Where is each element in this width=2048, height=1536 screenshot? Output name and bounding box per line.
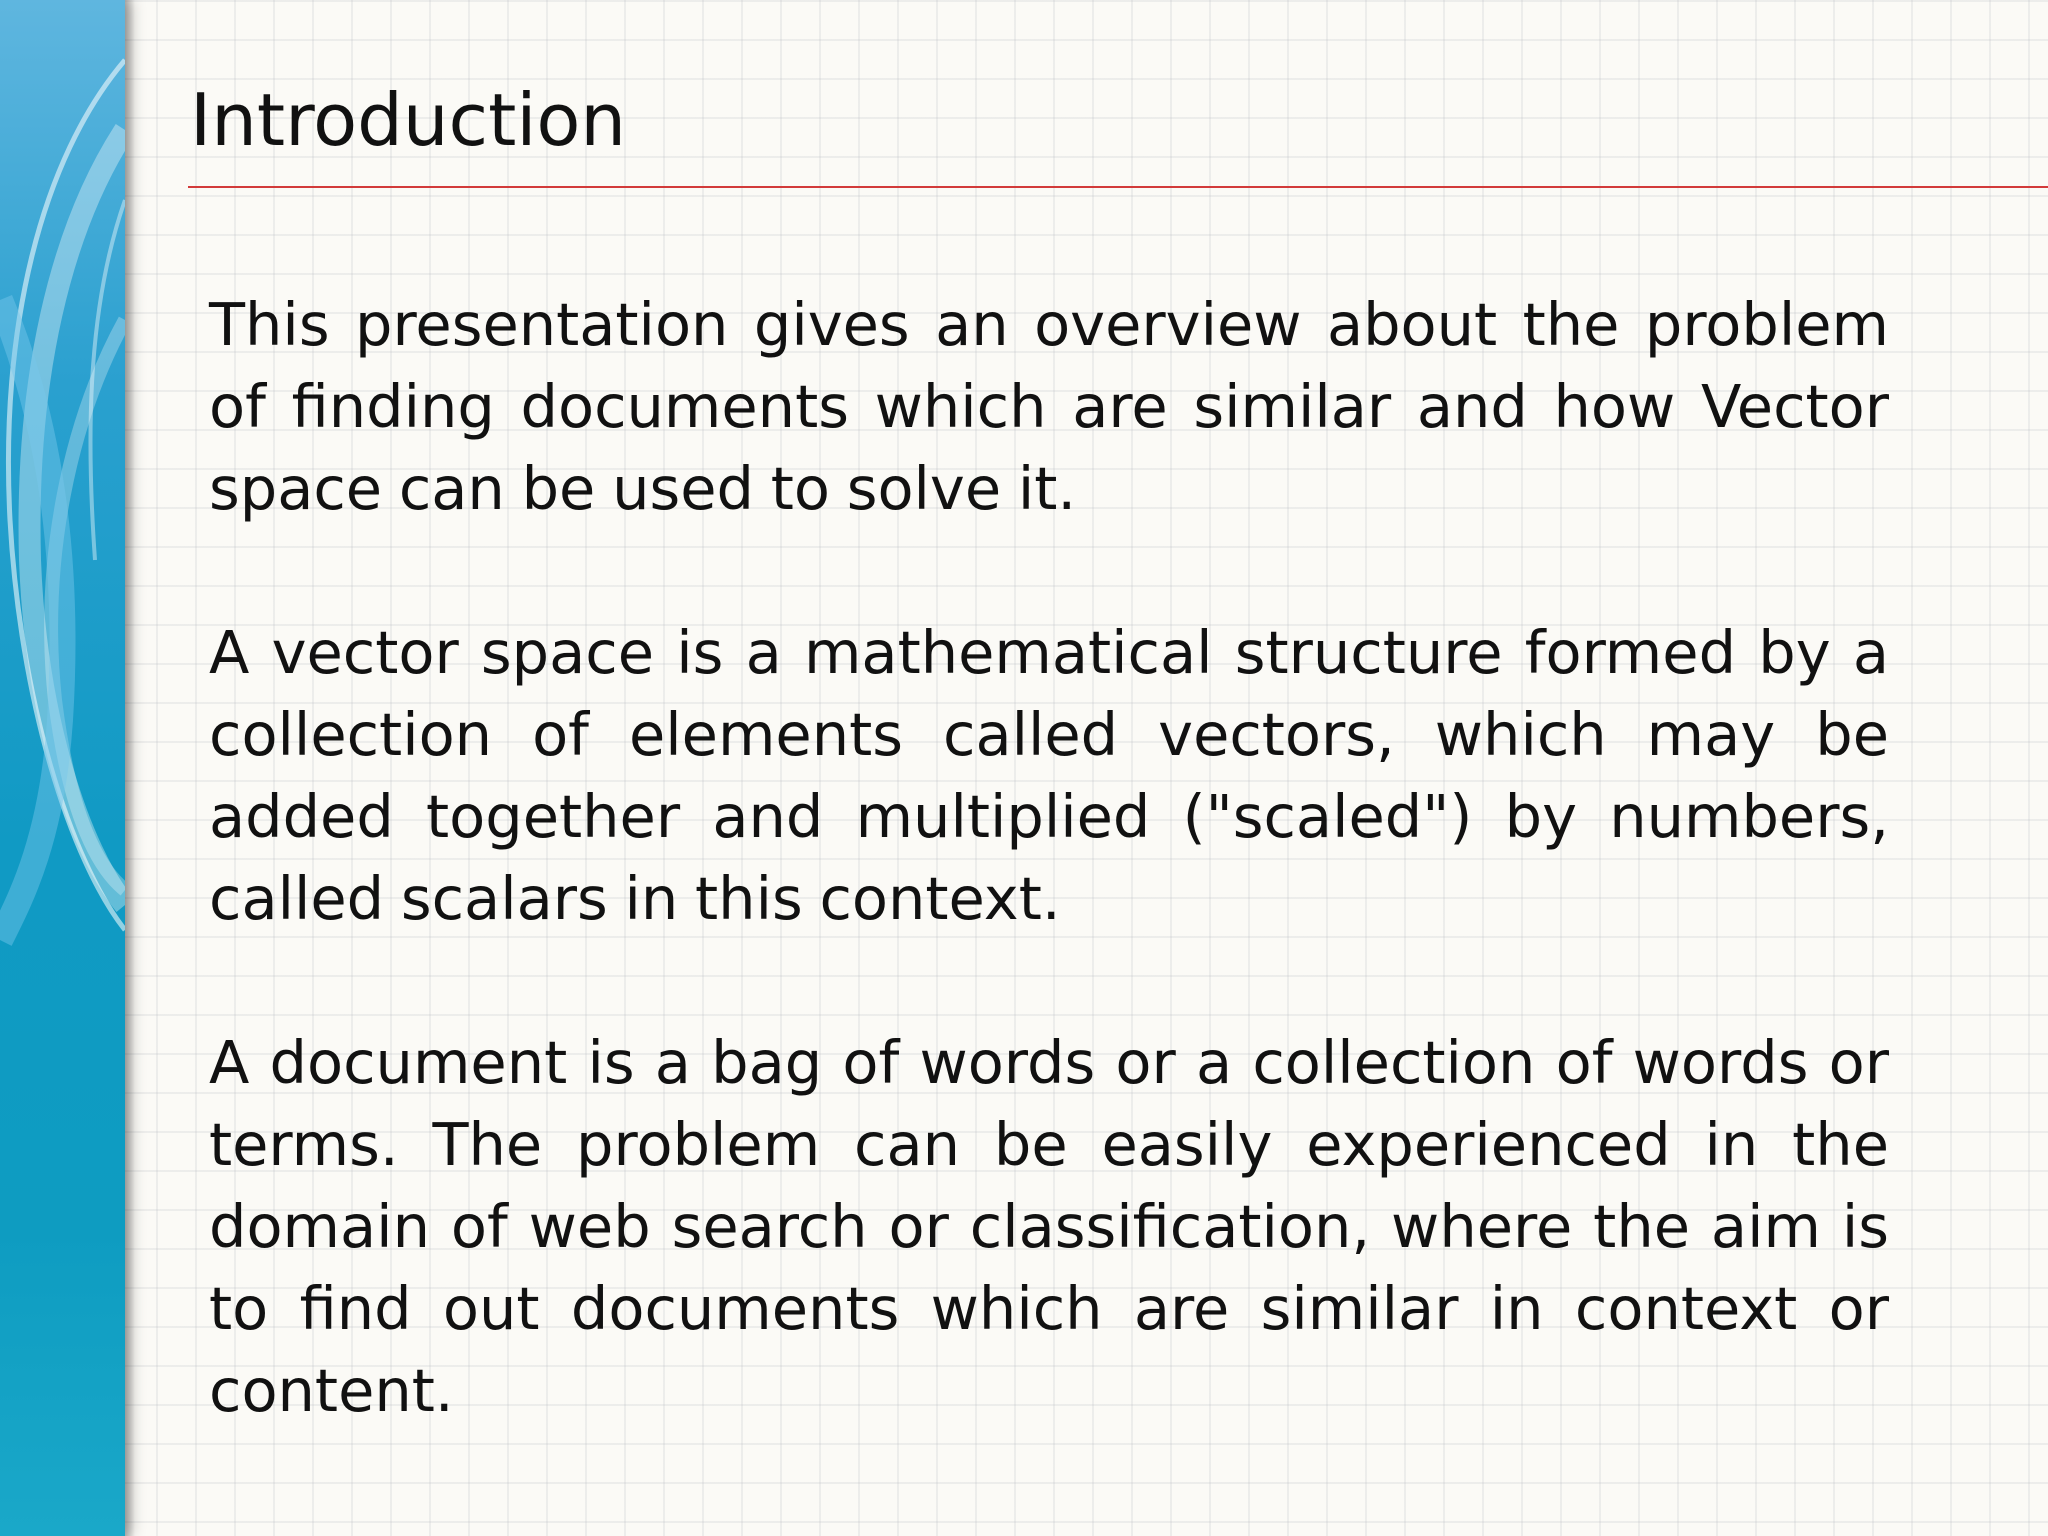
side-band-shadow — [125, 0, 135, 1536]
paragraph-document: A document is a bag of words or a collection of words or terms. The problem can be easily experienced in the domain of web search or classification, where the aim is to find out documents which are similar in context or content. — [209, 1028, 1889, 1425]
paragraph-overview: This presentation gives an overview about the problem of finding documents which are similar and how Vector space can be used to solve it. — [209, 290, 1889, 523]
title-underline — [188, 186, 2048, 188]
slide-title: Introduction — [190, 78, 627, 162]
slide-body — [209, 284, 1889, 1514]
paragraph-vector-space: A vector space is a mathematical structure formed by a collection of elements called vectors, which may be added together and multiplied ("scaled") by numbers, called scalars in this context. — [209, 618, 1889, 933]
decorative-side-band — [0, 0, 125, 1536]
swirl-decoration-icon — [0, 0, 125, 1536]
